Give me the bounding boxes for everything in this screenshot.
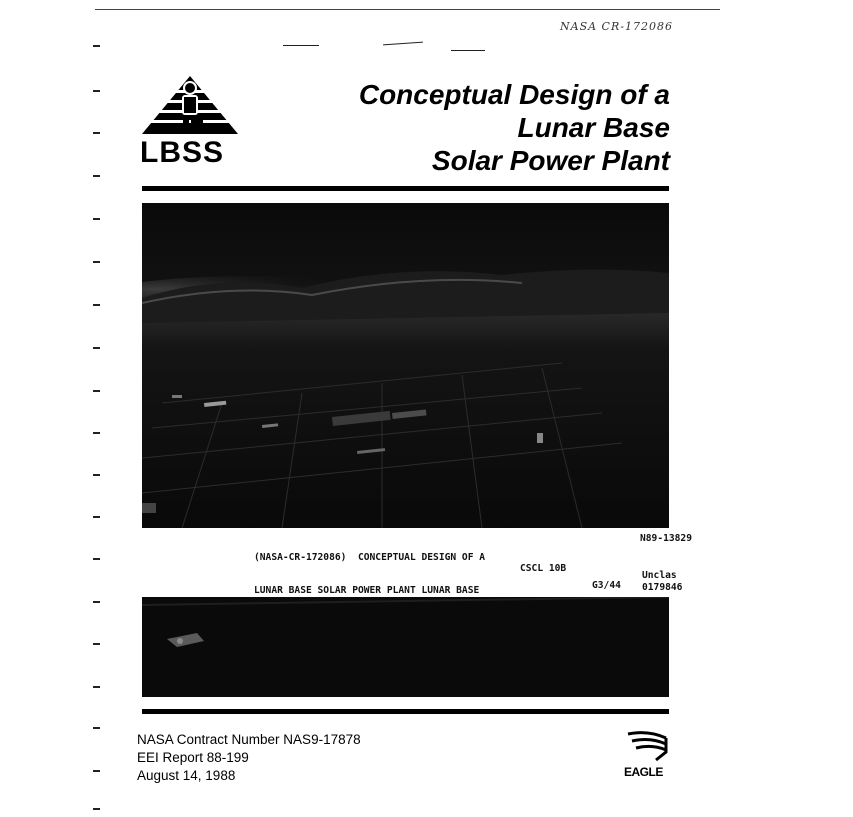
lunar-surface-photo-lower [142,597,669,697]
margin-tick [93,808,100,810]
title-line: Conceptual Design of a [358,79,670,110]
margin-tick [93,474,100,476]
lunar-photo-art [142,203,669,528]
margin-tick [93,90,100,92]
report-date: August 14, 1988 [137,768,236,783]
pen-dash [283,45,319,46]
margin-tick [93,390,100,392]
margin-tick [93,601,100,603]
top-rule [95,9,720,10]
contract-number: NASA Contract Number NAS9-17878 [137,732,361,747]
report-number: EEI Report 88-199 [137,750,249,765]
lunar-surface-photo [142,203,669,528]
catalog-unclas-number: 0179846 [642,582,683,593]
margin-tick [93,558,100,560]
margin-tick [93,770,100,772]
catalog-line: (NASA-CR-172086) CONCEPTUAL DESIGN OF A [254,552,486,563]
margin-tick [93,218,100,220]
title-line: Solar Power Plant [431,145,670,176]
margin-tick [93,45,100,47]
title-line: Lunar Base [517,112,670,143]
margin-tick [93,643,100,645]
catalog-accession-number: N89-13829 [640,533,692,544]
footer-rule [142,709,669,714]
contract-info [137,731,361,785]
margin-tick [93,175,100,177]
margin-tick [93,516,100,518]
catalog-group: G3/44 [592,580,621,591]
catalog-line: LUNAR BASE SOLAR POWER PLANT LUNAR BASE [254,585,480,596]
margin-tick [93,347,100,349]
margin-tick [93,304,100,306]
pen-dash [451,50,485,51]
margin-tick [93,432,100,434]
lunar-photo-lower-art [142,597,669,697]
logo-text: LBSS [140,136,225,169]
eagle-logo-icon [626,728,670,762]
eagle-wordmark: EAGLE [624,765,663,779]
margin-tick [93,727,100,729]
document-title [359,78,670,177]
margin-tick [93,261,100,263]
pen-dash [383,42,423,46]
catalog-cscl: CSCL 10B [520,563,567,574]
handwritten-report-id: NASA CR-172086 [560,20,673,33]
margin-tick [93,686,100,688]
margin-tick [93,132,100,134]
catalog-unclas: Unclas [642,570,677,581]
title-rule [142,186,669,191]
